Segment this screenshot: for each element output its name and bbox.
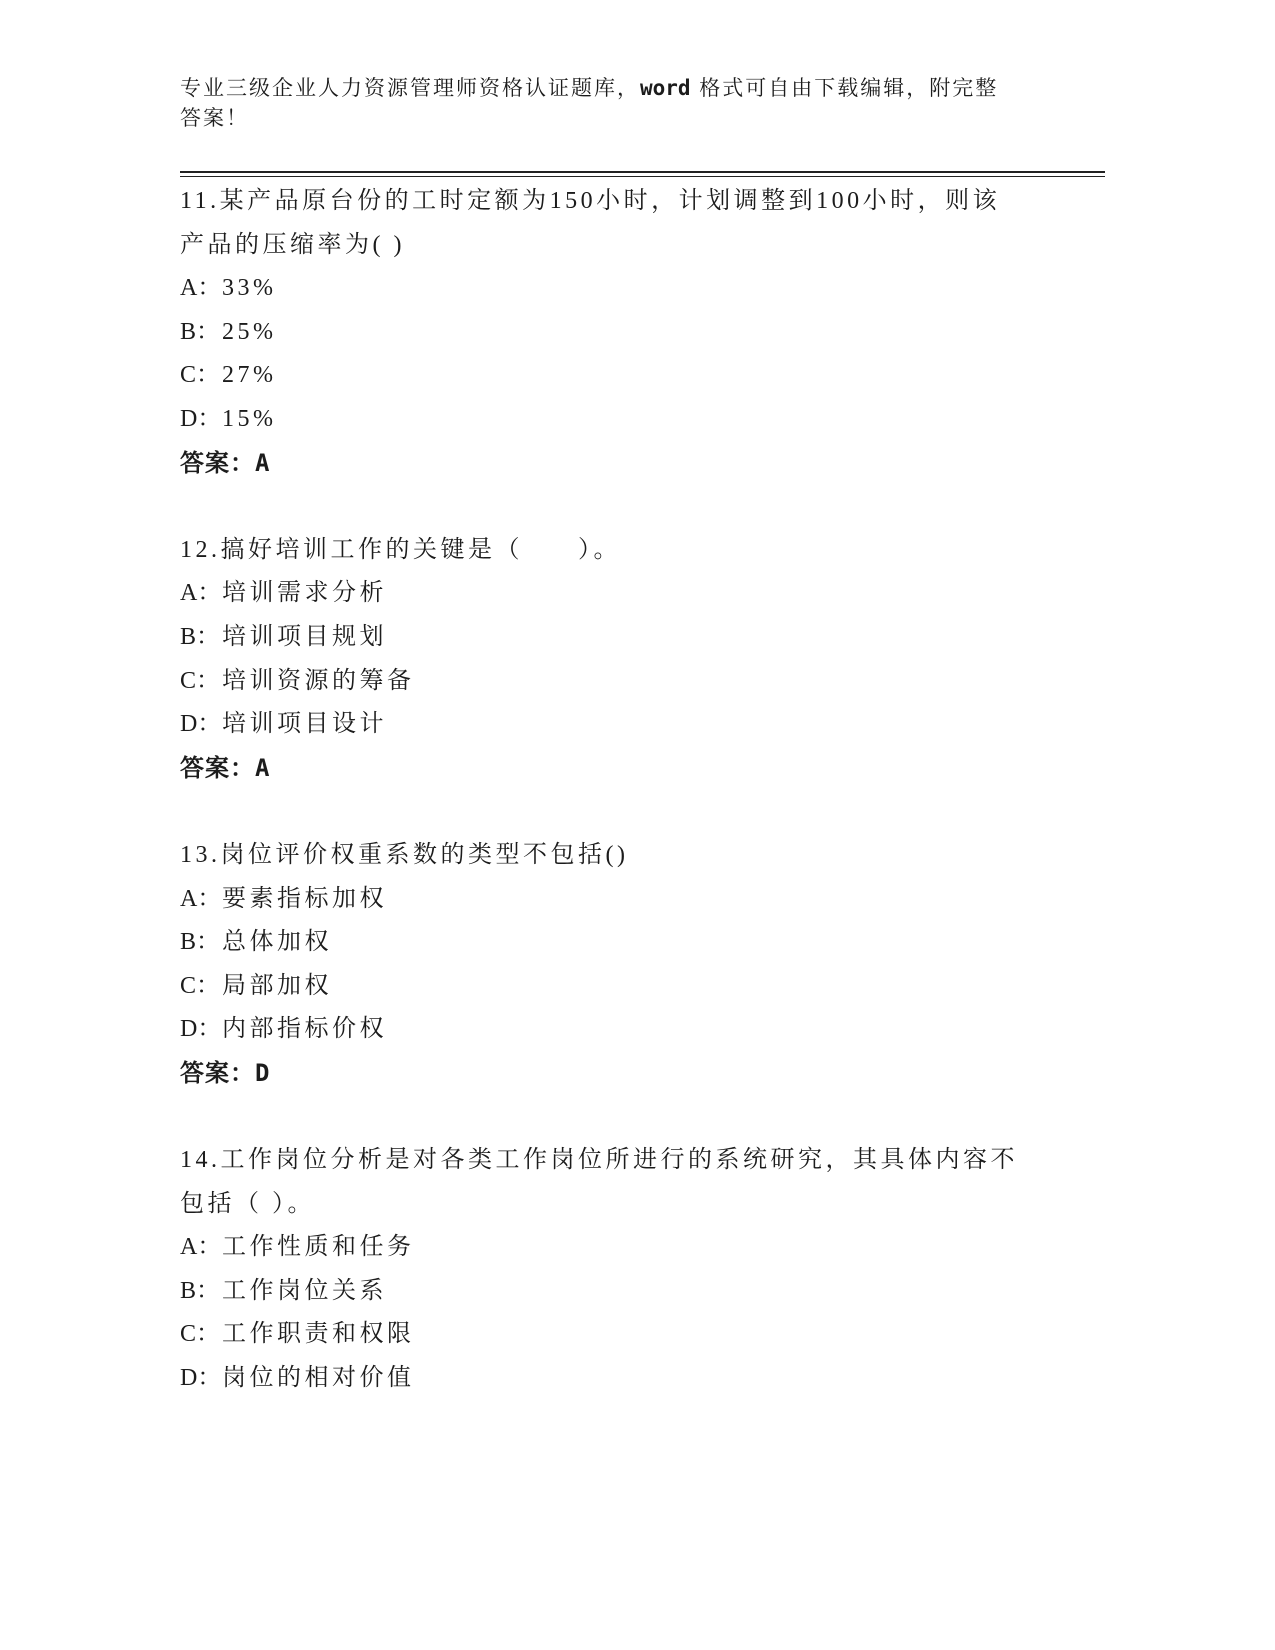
option-d — [180, 703, 1180, 747]
option-label: A： — [180, 885, 222, 912]
option-text: 33% — [222, 275, 277, 302]
option-c — [180, 660, 1180, 704]
option-a — [180, 878, 1180, 922]
option-label: C： — [180, 362, 221, 389]
question-11 — [180, 180, 1180, 485]
option-label: C： — [180, 972, 221, 999]
header-text-prefix: 专业三级企业人力资源管理师资格认证题库， — [180, 76, 640, 100]
option-a — [180, 267, 1180, 311]
option-text: 岗位的相对价值 — [222, 1365, 415, 1392]
answer-label: 答案： — [180, 753, 255, 782]
option-label: B： — [180, 929, 221, 956]
question-13 — [180, 834, 1180, 1096]
option-label: A： — [180, 580, 222, 607]
option-text: 工作岗位关系 — [222, 1277, 387, 1304]
option-text: 局部加权 — [222, 972, 332, 999]
answer-label: 答案： — [180, 448, 255, 477]
option-d — [180, 1008, 1180, 1052]
option-text: 培训项目设计 — [222, 711, 387, 738]
option-label: A： — [180, 1234, 222, 1261]
option-label: D： — [180, 405, 222, 432]
header-line-1 — [180, 73, 998, 103]
answer-label: 答案： — [180, 1058, 255, 1087]
option-text: 培训需求分析 — [222, 580, 387, 607]
option-c — [180, 965, 1180, 1009]
answer-value: A — [255, 448, 271, 477]
header-text-suffix: 格式可自由下载编辑，附完整 — [690, 76, 999, 100]
answer-line — [180, 1052, 1180, 1096]
document-header — [180, 73, 998, 133]
option-b — [180, 311, 1180, 355]
question-text-line: 14.工作岗位分析是对各类工作岗位所进行的系统研究，其具体内容不 — [180, 1147, 1018, 1174]
option-b — [180, 921, 1180, 965]
option-label: D： — [180, 711, 222, 738]
option-label: D： — [180, 1365, 222, 1392]
option-text: 25% — [222, 318, 277, 345]
answer-line — [180, 442, 1180, 486]
question-list — [180, 180, 1180, 1444]
option-label: B： — [180, 318, 221, 345]
option-d — [180, 1357, 1180, 1401]
option-label: C： — [180, 667, 221, 694]
option-text: 内部指标价权 — [222, 1016, 387, 1043]
answer-value: A — [255, 753, 271, 782]
question-text-line: 12.搞好培训工作的关键是（ ）。 — [180, 536, 621, 563]
question-12 — [180, 529, 1180, 791]
option-c — [180, 1313, 1180, 1357]
option-b — [180, 1270, 1180, 1314]
option-d — [180, 398, 1180, 442]
question-text-line: 产品的压缩率为( ) — [180, 231, 405, 258]
question-text-line: 11.某产品原台份的工时定额为150小时，计划调整到100小时，则该 — [180, 188, 1001, 214]
option-text: 工作性质和任务 — [222, 1234, 415, 1261]
option-label: A： — [180, 275, 222, 302]
option-text: 培训资源的筹备 — [222, 667, 415, 694]
header-line-2: 答案！ — [180, 106, 249, 130]
option-a — [180, 1226, 1180, 1270]
option-text: 总体加权 — [222, 929, 332, 956]
header-text-word: word — [640, 76, 691, 100]
question-text-line: 13.岗位评价权重系数的类型不包括() — [180, 841, 629, 868]
option-label: B： — [180, 1277, 221, 1304]
option-text: 27% — [222, 362, 277, 389]
option-label: C： — [180, 1321, 221, 1348]
option-c — [180, 354, 1180, 398]
answer-line — [180, 747, 1180, 791]
question-14 — [180, 1139, 1180, 1401]
double-rule-divider — [180, 171, 1105, 177]
question-text-line: 包括（ ）。 — [180, 1190, 315, 1217]
option-a — [180, 572, 1180, 616]
option-text: 培训项目规划 — [222, 623, 387, 650]
option-text: 工作职责和权限 — [222, 1321, 415, 1348]
option-b — [180, 616, 1180, 660]
answer-value: D — [255, 1058, 271, 1087]
option-text: 要素指标加权 — [222, 885, 387, 912]
option-text: 15% — [222, 405, 277, 432]
option-label: D： — [180, 1016, 222, 1043]
option-label: B： — [180, 623, 221, 650]
